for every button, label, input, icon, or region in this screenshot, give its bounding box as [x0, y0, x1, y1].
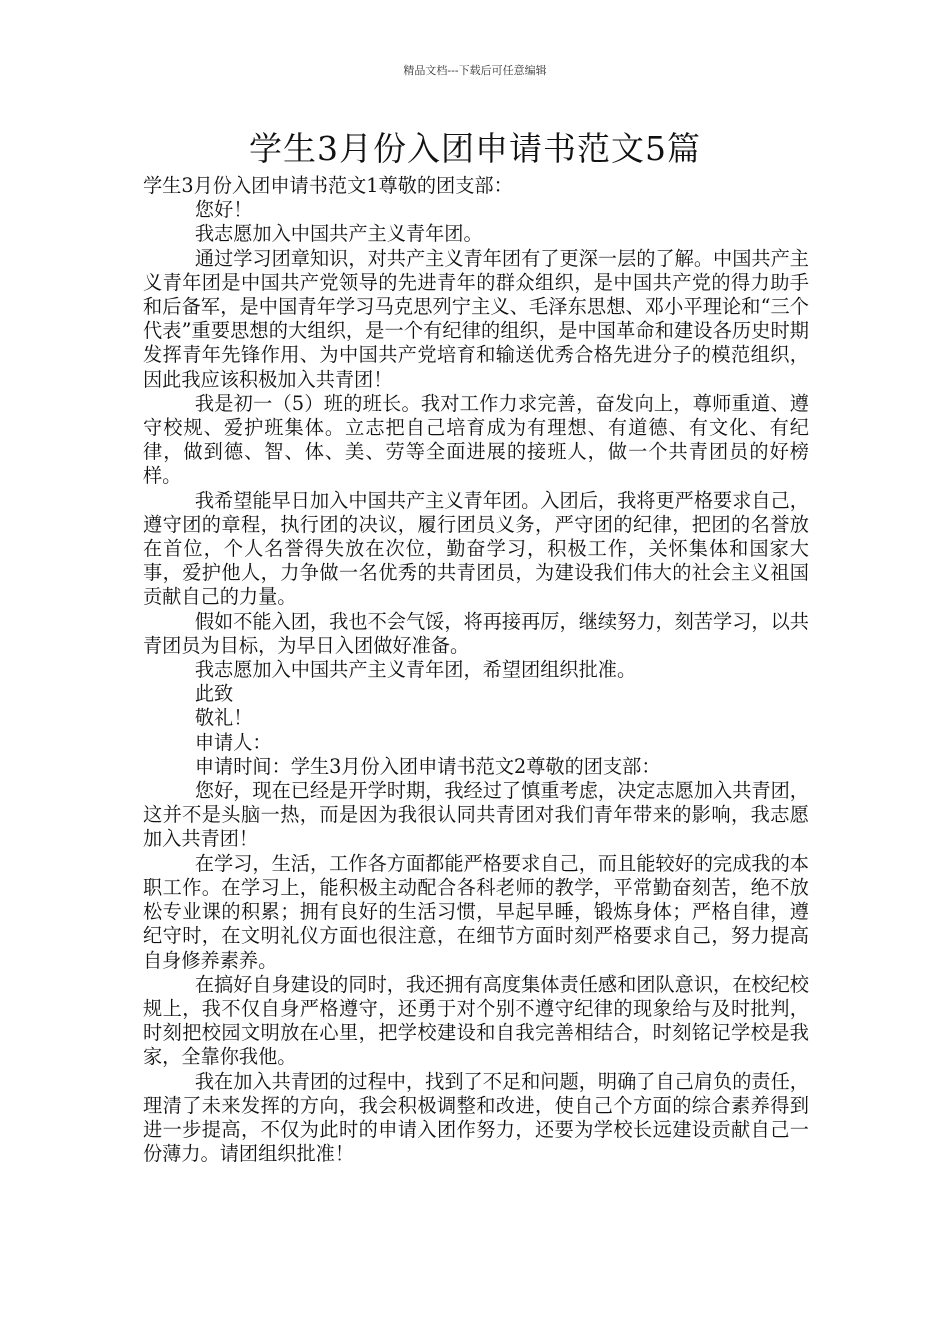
paragraph-3: 我志愿加入中国共产主义青年团。	[194, 222, 483, 246]
paragraph-14: 在学习，生活，工作各方面都能严格要求自己，而且能较好的完成我的本职工作。在学习上，能积极主动配合各科老师的教学，平常勤奋刻苦，绝不放松专业课的积累；拥有良好的生活习惯，早起早睡，锻炼身体；严格自律，遵纪守时，在文明礼仪方面也很注意，在细节方面时刻严格要求自己，努力提高自身修养素养。	[143, 851, 809, 972]
paragraph-9: 此致	[194, 682, 234, 706]
document-title: 学生3月份入团申请书范文5篇	[249, 129, 701, 168]
paragraph-16: 我在加入共青团的过程中，找到了不足和问题，明确了自己肩负的责任，理清了未来发挥的方向，我会积极调整和改进，使自己个方面的综合素养得到进一步提高，不仅为此时的申请入团作努力，还要为学校长远建设贡献自己一份薄力。请团组织批准！	[143, 1069, 809, 1166]
paragraph-13: 您好，现在已经是开学时期，我经过了慎重考虑，决定志愿加入共青团，这并不是头脑一热，而是因为我很认同共青团对我们青年带来的影响，我志愿加入共青团！	[143, 779, 809, 851]
paragraph-12: 申请时间：学生3月份入团申请书范文2尊敬的团支部：	[194, 754, 661, 778]
paragraph-2: 您好！	[194, 198, 253, 222]
paragraph-11: 申请人：	[194, 730, 272, 754]
paragraph-5: 我是初一（5）班的班长。我对工作力求完善，奋发向上，尊师重道、遵守校规、爱护班集体。立志把自己培育成为有理想、有道德、有文化、有纪律，做到德、智、体、美、劳等全面进展的接班人，做一个共青团员的好榜样。	[143, 391, 809, 488]
paragraph-1: 学生3月份入团申请书范文1尊敬的团支部：	[143, 174, 513, 197]
paragraph-8: 我志愿加入中国共产主义青年团，希望团组织批准。	[194, 658, 637, 682]
header-note: 精品文档---下载后可任意编辑	[403, 64, 547, 77]
paragraph-10: 敬礼！	[194, 706, 253, 730]
document-body	[143, 174, 809, 1166]
paragraph-4: 通过学习团章知识，对共产主义青年团有了更深一层的了解。中国共产主义青年团是中国共产党领导的先进青年的群众组织，是中国共产党的得力助手和后备军，是中国青年学习马克思列宁主义、毛泽东思想、邓小平理论和“三个代表”重要思想的大组织，是一个有纪律的组织，是中国革命和建设各历史时期发挥青年先锋作用、为中国共产党培育和输送优秀合格先进分子的模范组织，因此我应该积极加入共青团！	[143, 246, 809, 391]
paragraph-6: 我希望能早日加入中国共产主义青年团。入团后，我将更严格要求自己，遵守团的章程，执行团的决议，履行团员义务，严守团的纪律，把团的名誉放在首位，个人名誉得失放在次位，勤奋学习，积极工作，关怀集体和国家大事，爱护他人，力争做一名优秀的共青团员，为建设我们伟大的社会主义祖国贡献自己的力量。	[143, 488, 809, 609]
paragraph-15: 在搞好自身建设的同时，我还拥有高度集体责任感和团队意识，在校纪校规上，我不仅自身严格遵守，还勇于对个别不遵守纪律的现象给与及时批判，时刻把校园文明放在心里，把学校建设和自我完善相结合，时刻铭记学校是我家，全靠你我他。	[143, 972, 809, 1069]
paragraph-7: 假如不能入团，我也不会气馁，将再接再厉，继续努力，刻苦学习，以共青团员为目标，为早日入团做好准备。	[143, 609, 809, 657]
